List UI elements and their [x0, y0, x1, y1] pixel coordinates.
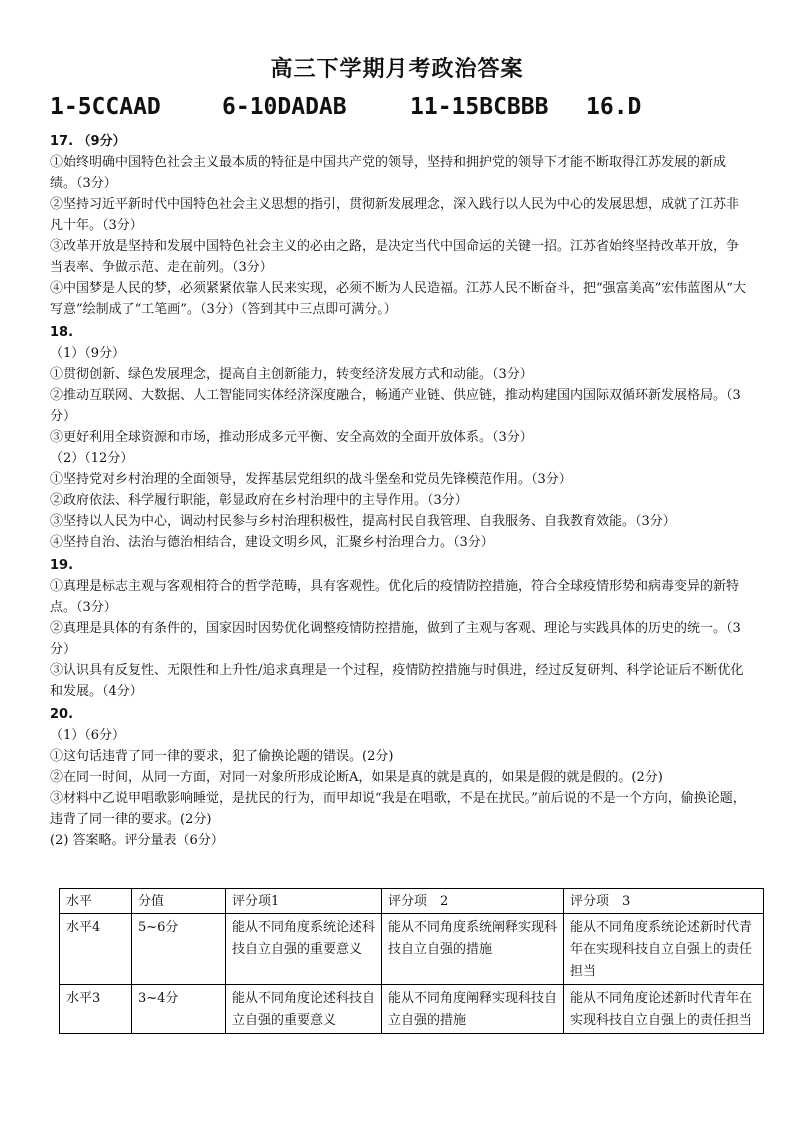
- rubric-cell-item-3: 能从不同角度论述新时代青年在实现科技自立自强上的责任担当: [564, 985, 764, 1034]
- q19-point-1: ①真理是标志主观与客观相符合的哲学范畴，具有客观性。优化后的疫情防控措施，符合全球疫情形势和病毒变异的新特点。（3分）: [50, 579, 740, 615]
- rubric-header-score: 分值: [132, 889, 226, 914]
- q18-part2-label: （2）（12分）: [50, 451, 134, 466]
- q18-part1-label: （1）（9分）: [50, 346, 126, 361]
- page-title: 高三下学期月考政治答案: [270, 57, 524, 82]
- rubric-header-item-1: 评分项1: [226, 889, 382, 914]
- q17-point-1: ①始终明确中国特色社会主义最本质的特征是中国共产党的领导，坚持和拥护党的领导下才能不断取得江苏发展的新成绩。（3分）: [50, 155, 727, 191]
- scoring-rubric-table: [59, 888, 764, 1034]
- answer-group-1-5: 1-5CCAAD: [50, 94, 161, 120]
- q17-point-3: ③改革开放是坚持和发展中国特色社会主义的必由之路，是决定当代中国命运的关键一招。江苏省始终坚持改革开放，争当表率、争做示范、走在前列。（3分）: [50, 239, 740, 275]
- rubric-cell-score: 3~4分: [132, 985, 226, 1034]
- table-row: [60, 985, 764, 1034]
- answer-content: [50, 131, 750, 851]
- q20-part1-label: （1）（6分）: [50, 728, 126, 743]
- rubric-cell-level: 水平3: [60, 985, 132, 1034]
- rubric-header-item-3: 评分项 3: [564, 889, 764, 914]
- rubric-header-item-2: 评分项 2: [382, 889, 564, 914]
- answer-group-6-10: 6-10DADAB: [222, 94, 347, 120]
- rubric-cell-item-1: 能从不同角度系统论述科技自立自强的重要意义: [226, 914, 382, 985]
- table-row: [60, 914, 764, 985]
- multiple-choice-answers: [50, 94, 750, 128]
- q17-point-4: ④中国梦是人民的梦，必须紧紧依靠人民来实现，必须不断为人民造福。江苏人民不断奋斗，把“强富美高”宏伟蓝图从“大写意”绘制成了“工笔画”。（3分）（答到其中三点即可满分。）: [50, 281, 746, 317]
- answer-group-11-15: 11-15BCBBB: [410, 94, 549, 120]
- q20-part1-point-1: ①这句话违背了同一律的要求，犯了偷换论题的错误。(2分): [50, 749, 394, 764]
- q19-heading: 19.: [50, 558, 74, 573]
- answer-16: 16.D: [586, 94, 642, 120]
- q17-point-2: ②坚持习近平新时代中国特色社会主义思想的指引，贯彻新发展理念，深入践行以人民为中心的发展思想，成就了江苏非凡十年。（3分）: [50, 197, 740, 233]
- q18-part2-point-2: ②政府依法、科学履行职能，彰显政府在乡村治理中的主导作用。（3分）: [50, 493, 468, 508]
- rubric-cell-level: 水平4: [60, 914, 132, 985]
- q18-heading: 18.: [50, 325, 74, 340]
- q18-part1-point-3: ③更好利用全球资源和市场，推动形成多元平衡、安全高效的全面开放体系。（3分）: [50, 430, 533, 445]
- q17-heading: 17. （9分）: [50, 134, 126, 149]
- q19-point-2: ②真理是具体的有条件的，国家因时因势优化调整疫情防控措施，做到了主观与客观、理论与实践具体的历史的统一。（3分）: [50, 621, 741, 657]
- rubric-header-row: [60, 889, 764, 914]
- q18-part1-point-2: ②推动互联网、大数据、人工智能同实体经济深度融合，畅通产业链、供应链，推动构建国内国际双循环新发展格局。（3分）: [50, 388, 741, 424]
- rubric-cell-item-2: 能从不同角度系统阐释实现科技自立自强的措施: [382, 914, 564, 985]
- q18-part2-point-4: ④坚持自治、法治与德治相结合，建设文明乡风，汇聚乡村治理合力。（3分）: [50, 535, 494, 550]
- q20-part1-point-3: ③材料中乙说甲唱歌影响睡觉，是扰民的行为，而甲却说“我是在唱歌，不是在扰民。”前后说的不是一个方向，偷换论题，违背了同一律的要求。(2分): [50, 791, 746, 827]
- q20-heading: 20.: [50, 707, 74, 722]
- q20-part2-label: (2) 答案略。评分量表（6分）: [50, 833, 224, 848]
- rubric-cell-score: 5~6分: [132, 914, 226, 985]
- rubric-header-level: 水平: [60, 889, 132, 914]
- rubric-cell-item-2: 能从不同角度阐释实现科技自立自强的措施: [382, 985, 564, 1034]
- q18-part2-point-1: ①坚持党对乡村治理的全面领导，发挥基层党组织的战斗堡垒和党员先锋模范作用。（3分）: [50, 472, 572, 487]
- q18-part2-point-3: ③坚持以人民为中心，调动村民参与乡村治理积极性，提高村民自我管理、自我服务、自我教育效能。（3分）: [50, 514, 676, 529]
- rubric-cell-item-1: 能从不同角度论述科技自立自强的重要意义: [226, 985, 382, 1034]
- rubric-cell-item-3: 能从不同角度系统论述新时代青年在实现科技自立自强上的责任担当: [564, 914, 764, 985]
- q19-point-3: ③认识具有反复性、无限性和上升性/追求真理是一个过程，疫情防控措施与时俱进，经过反复研判、科学论证后不断优化和发展。（4分）: [50, 663, 744, 699]
- q18-part1-point-1: ①贯彻创新、绿色发展理念，提高自主创新能力，转变经济发展方式和动能。（3分）: [50, 367, 533, 382]
- q20-part1-point-2: ②在同一时间，从同一方面，对同一对象所形成论断A，如果是真的就是真的，如果是假的就是假的。(2分): [50, 770, 663, 785]
